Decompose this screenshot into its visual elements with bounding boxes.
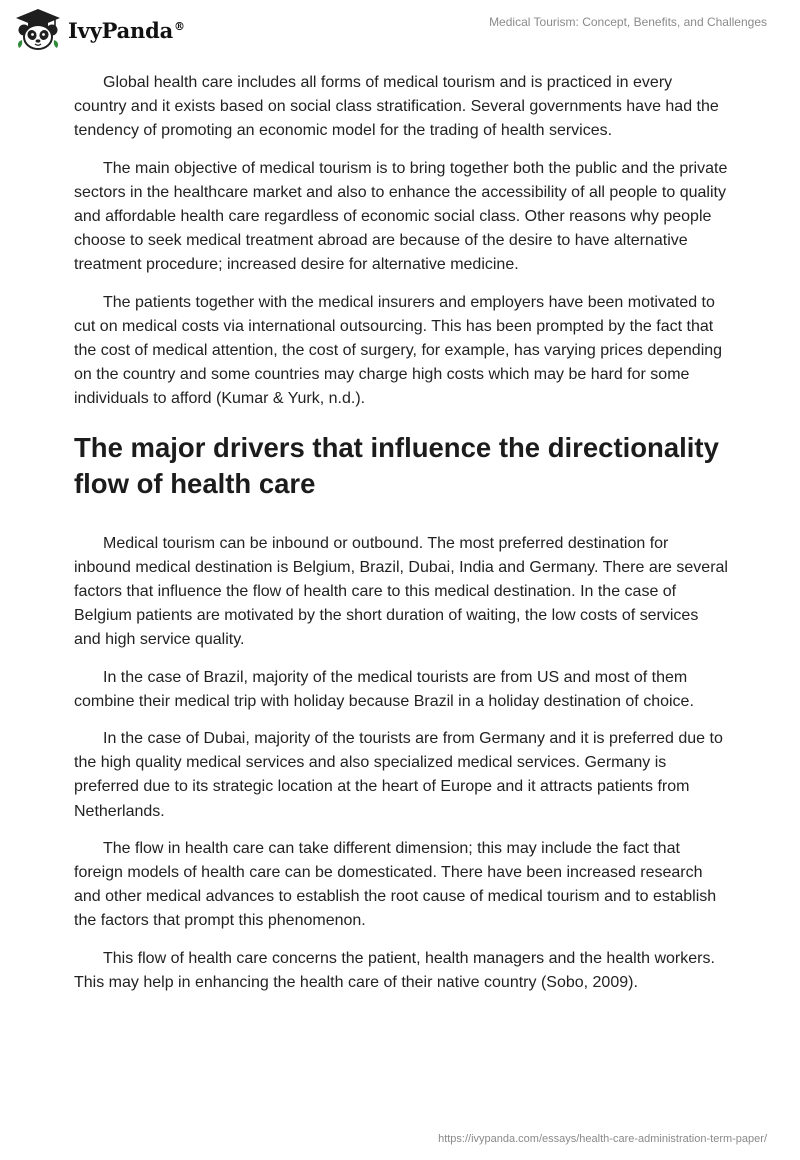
paragraph: In the case of Dubai, majority of the tourists are from Germany and it is preferred due to the high quality medical services and also specialized medical services. Germany is preferred due to its strategic location at the heart of Europe and it attracts patients from Netherlands. (74, 730, 723, 820)
brand-name (68, 18, 185, 43)
paragraph: Global health care includes all forms of medical tourism and is practiced in every country and it exists based on social class stratification. Several governments have had the tendency of promoting an economic model for the trading of health services. (74, 74, 719, 140)
paragraph: The flow in health care can take different dimension; this may include the fact that foreign models of health care can be domesticated. There have been increased research and other medical advances to establish the root cause of medical tourism and to establish the factors that prompt this phenomenon. (74, 839, 717, 930)
section-heading: The major drivers that influence the directionality flow of health care (74, 431, 719, 499)
document-title: Medical Tourism: Concept, Benefits, and Challenges (489, 15, 767, 29)
paragraph: The patients together with the medical insurers and employers have been motivated to cut on medical costs via international outsourcing. This has been prompted by the fact that the cost of medical attention, the cost of surgery, for example, has varying prices depending on the country and some countries may charge high costs which may be hard for some individuals to afford (Kumar & Yurk, n.d.). (74, 293, 723, 408)
panda-graduate-icon (14, 8, 62, 52)
brand-name-text: IvyPanda (68, 17, 174, 43)
paragraph: Medical tourism can be inbound or outbound. The most preferred destination for inbound medical destination is Belgium, Brazil, Dubai, India and Germany. There are several factors that influence the flow of health care to this medical destination. In the case of Belgium patients are motivated by the short duration of waiting, the low costs of services and high service quality. (74, 534, 728, 649)
page-header (0, 0, 800, 62)
essay-body (74, 71, 729, 1008)
source-url[interactable]: https://ivypanda.com/essays/health-care-administration-term-paper/ (438, 1133, 767, 1145)
paragraph: The main objective of medical tourism is to bring together both the public and the private sectors in the healthcare market and also to enhance the accessibility of all people to quality and affordable health care regardless of economic social class. Other reasons why people choose to seek medical treatment abroad are because of the desire to have alternative treatment procedure; increased desire for alternative medicine. (74, 159, 728, 274)
ivypanda-logo[interactable] (14, 8, 185, 52)
paragraph: This flow of health care concerns the patient, health managers and the health workers. This may help in enhancing the health care of their native country (Sobo, 2009). (74, 949, 715, 991)
paragraph: In the case of Brazil, majority of the medical tourists are from US and most of them combine their medical trip with holiday because Brazil in a holiday destination of choice. (74, 668, 694, 710)
registered-mark: ® (174, 19, 185, 33)
